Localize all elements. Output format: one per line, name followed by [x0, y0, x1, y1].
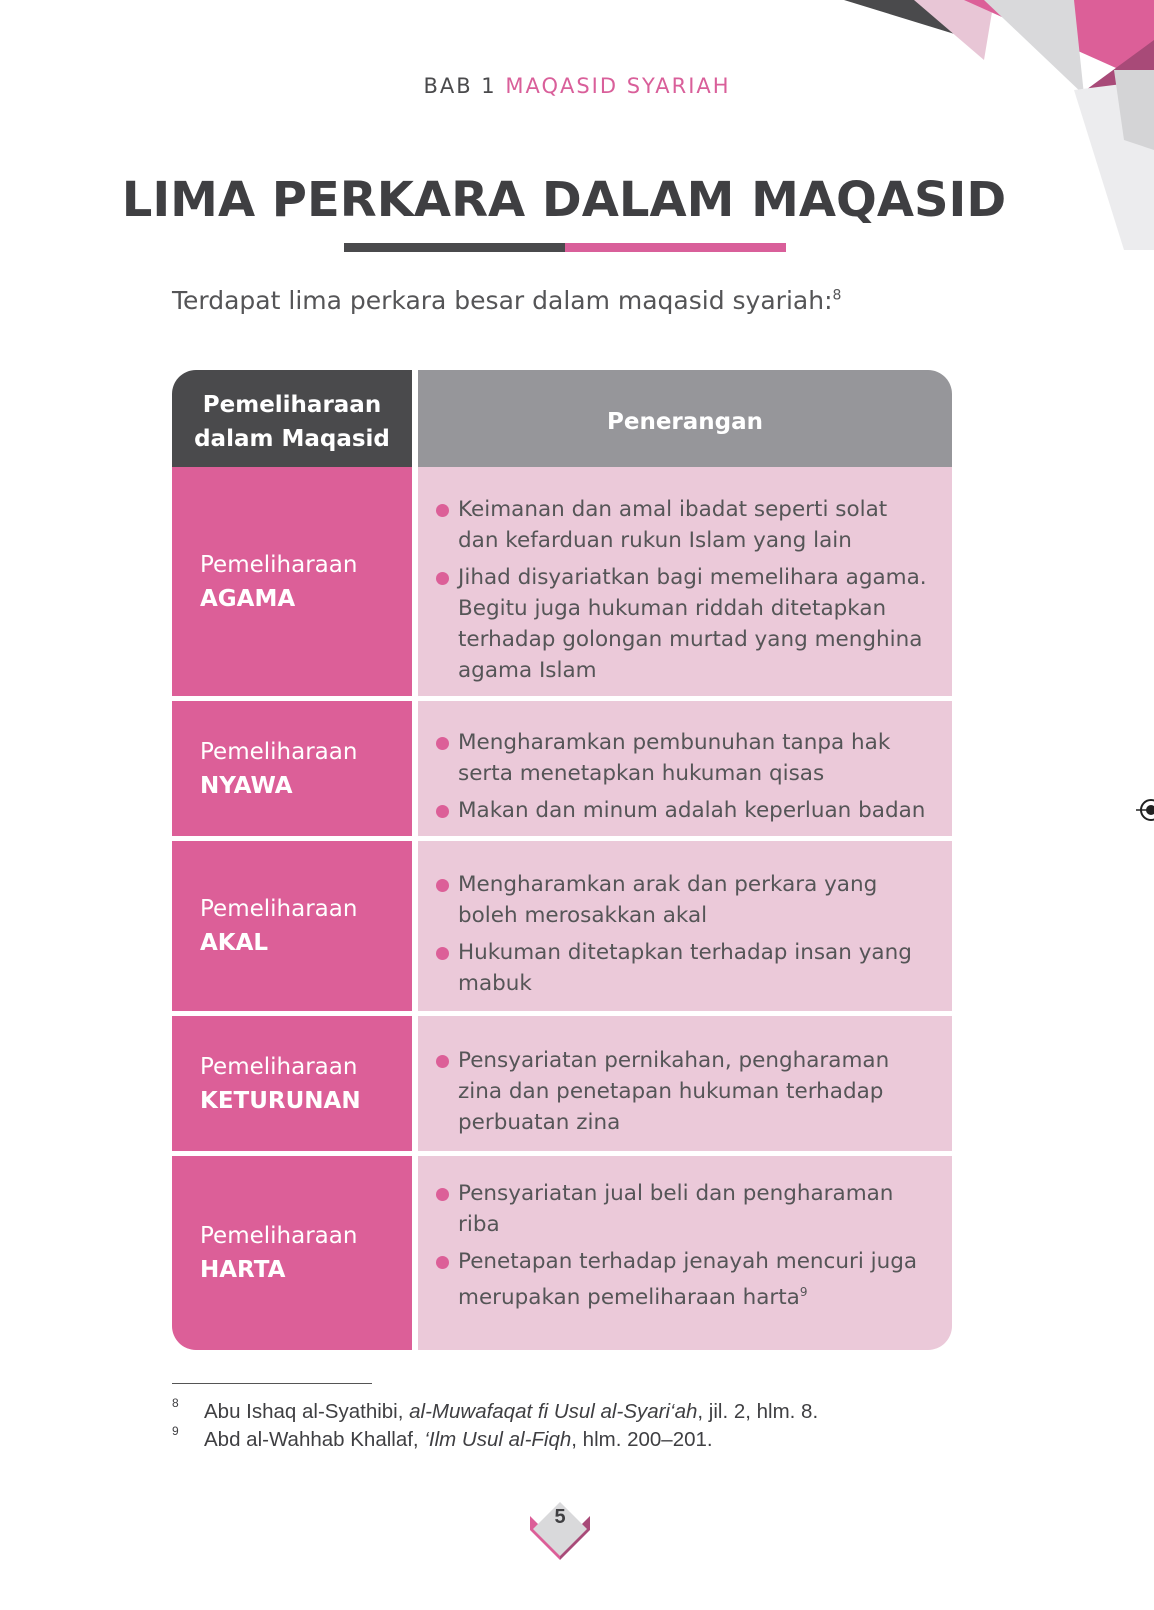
footnote-number: 9: [172, 1424, 179, 1438]
row-label-harta: [172, 1156, 412, 1350]
column-header-preservation: Pemeliharaan dalam Maqasid: [172, 370, 412, 473]
title-underline: [344, 243, 786, 252]
row-label-keturunan: [172, 1016, 412, 1151]
row-label-agama: [172, 467, 412, 696]
intro-text: [172, 286, 841, 315]
list-item: Jihad disyariatkan bagi memelihara agama. Begitu juga hukuman riddah ditetapkan terhadap golongan murtad yang menghina agama Islam: [436, 562, 934, 686]
row-keyword: NYAWA: [200, 772, 293, 799]
chapter-header: [0, 74, 1154, 98]
row-label-akal: [172, 841, 412, 1011]
row-explanation-keturunan: [418, 1016, 952, 1151]
footnote-number: 8: [172, 1396, 179, 1410]
chapter-prefix: BAB 1: [423, 74, 497, 98]
row-prefix: Pemeliharaan: [200, 1053, 358, 1080]
list-item: Mengharamkan pembunuhan tanpa hak serta menetapkan hukuman qisas: [436, 727, 934, 789]
registration-mark-icon: [1136, 795, 1154, 825]
footnote-ref[interactable]: 9: [799, 1285, 808, 1300]
row-explanation-agama: [418, 467, 952, 696]
list-item: Pensyariatan jual beli dan pengharaman riba: [436, 1178, 934, 1240]
list-item: Keimanan dan amal ibadat seperti solat dan kefarduan rukun Islam yang lain: [436, 494, 934, 556]
list-item: Hukuman ditetapkan terhadap insan yang mabuk: [436, 937, 934, 999]
row-prefix: Pemeliharaan: [200, 1223, 358, 1249]
row-prefix: Pemeliharaan: [200, 738, 358, 765]
row-keyword: KETURUNAN: [200, 1087, 361, 1114]
row-prefix: Pemeliharaan: [200, 551, 358, 578]
intro-sentence: Terdapat lima perkara besar dalam maqasid syariah:: [172, 286, 833, 315]
column-header-explanation: Penerangan: [418, 370, 952, 473]
row-keyword: HARTA: [200, 1257, 286, 1283]
row-explanation-harta: [418, 1156, 952, 1320]
page-number-badge: [525, 1502, 595, 1588]
footnote-ref[interactable]: 8: [832, 287, 842, 304]
row-prefix: Pemeliharaan: [200, 896, 358, 922]
row-explanation-akal: [418, 841, 952, 1011]
list-item: Pensyariatan pernikahan, pengharaman zina dan penetapan hukuman terhadap perbuatan zina: [436, 1045, 934, 1138]
maqasid-table: [172, 370, 952, 1350]
list-item: Makan dan minum adalah keperluan badan: [436, 795, 934, 826]
list-item: Penetapan terhadap jenayah mencuri juga merupakan pemeliharaan harta$^9$: [436, 1246, 934, 1313]
row-keyword: AGAMA: [200, 585, 296, 612]
page-title: LIMA PERKARA DALAM MAQASID: [121, 172, 1007, 228]
row-explanation-nyawa: [418, 701, 952, 836]
page-number: 5: [554, 1506, 566, 1528]
list-item: Mengharamkan arak dan perkara yang boleh merosakkan akal: [436, 869, 934, 931]
row-label-nyawa: [172, 701, 412, 836]
footnote-divider: [172, 1383, 372, 1384]
row-keyword: AKAL: [200, 930, 269, 956]
chapter-name: MAQASID SYARIAH: [505, 74, 731, 98]
